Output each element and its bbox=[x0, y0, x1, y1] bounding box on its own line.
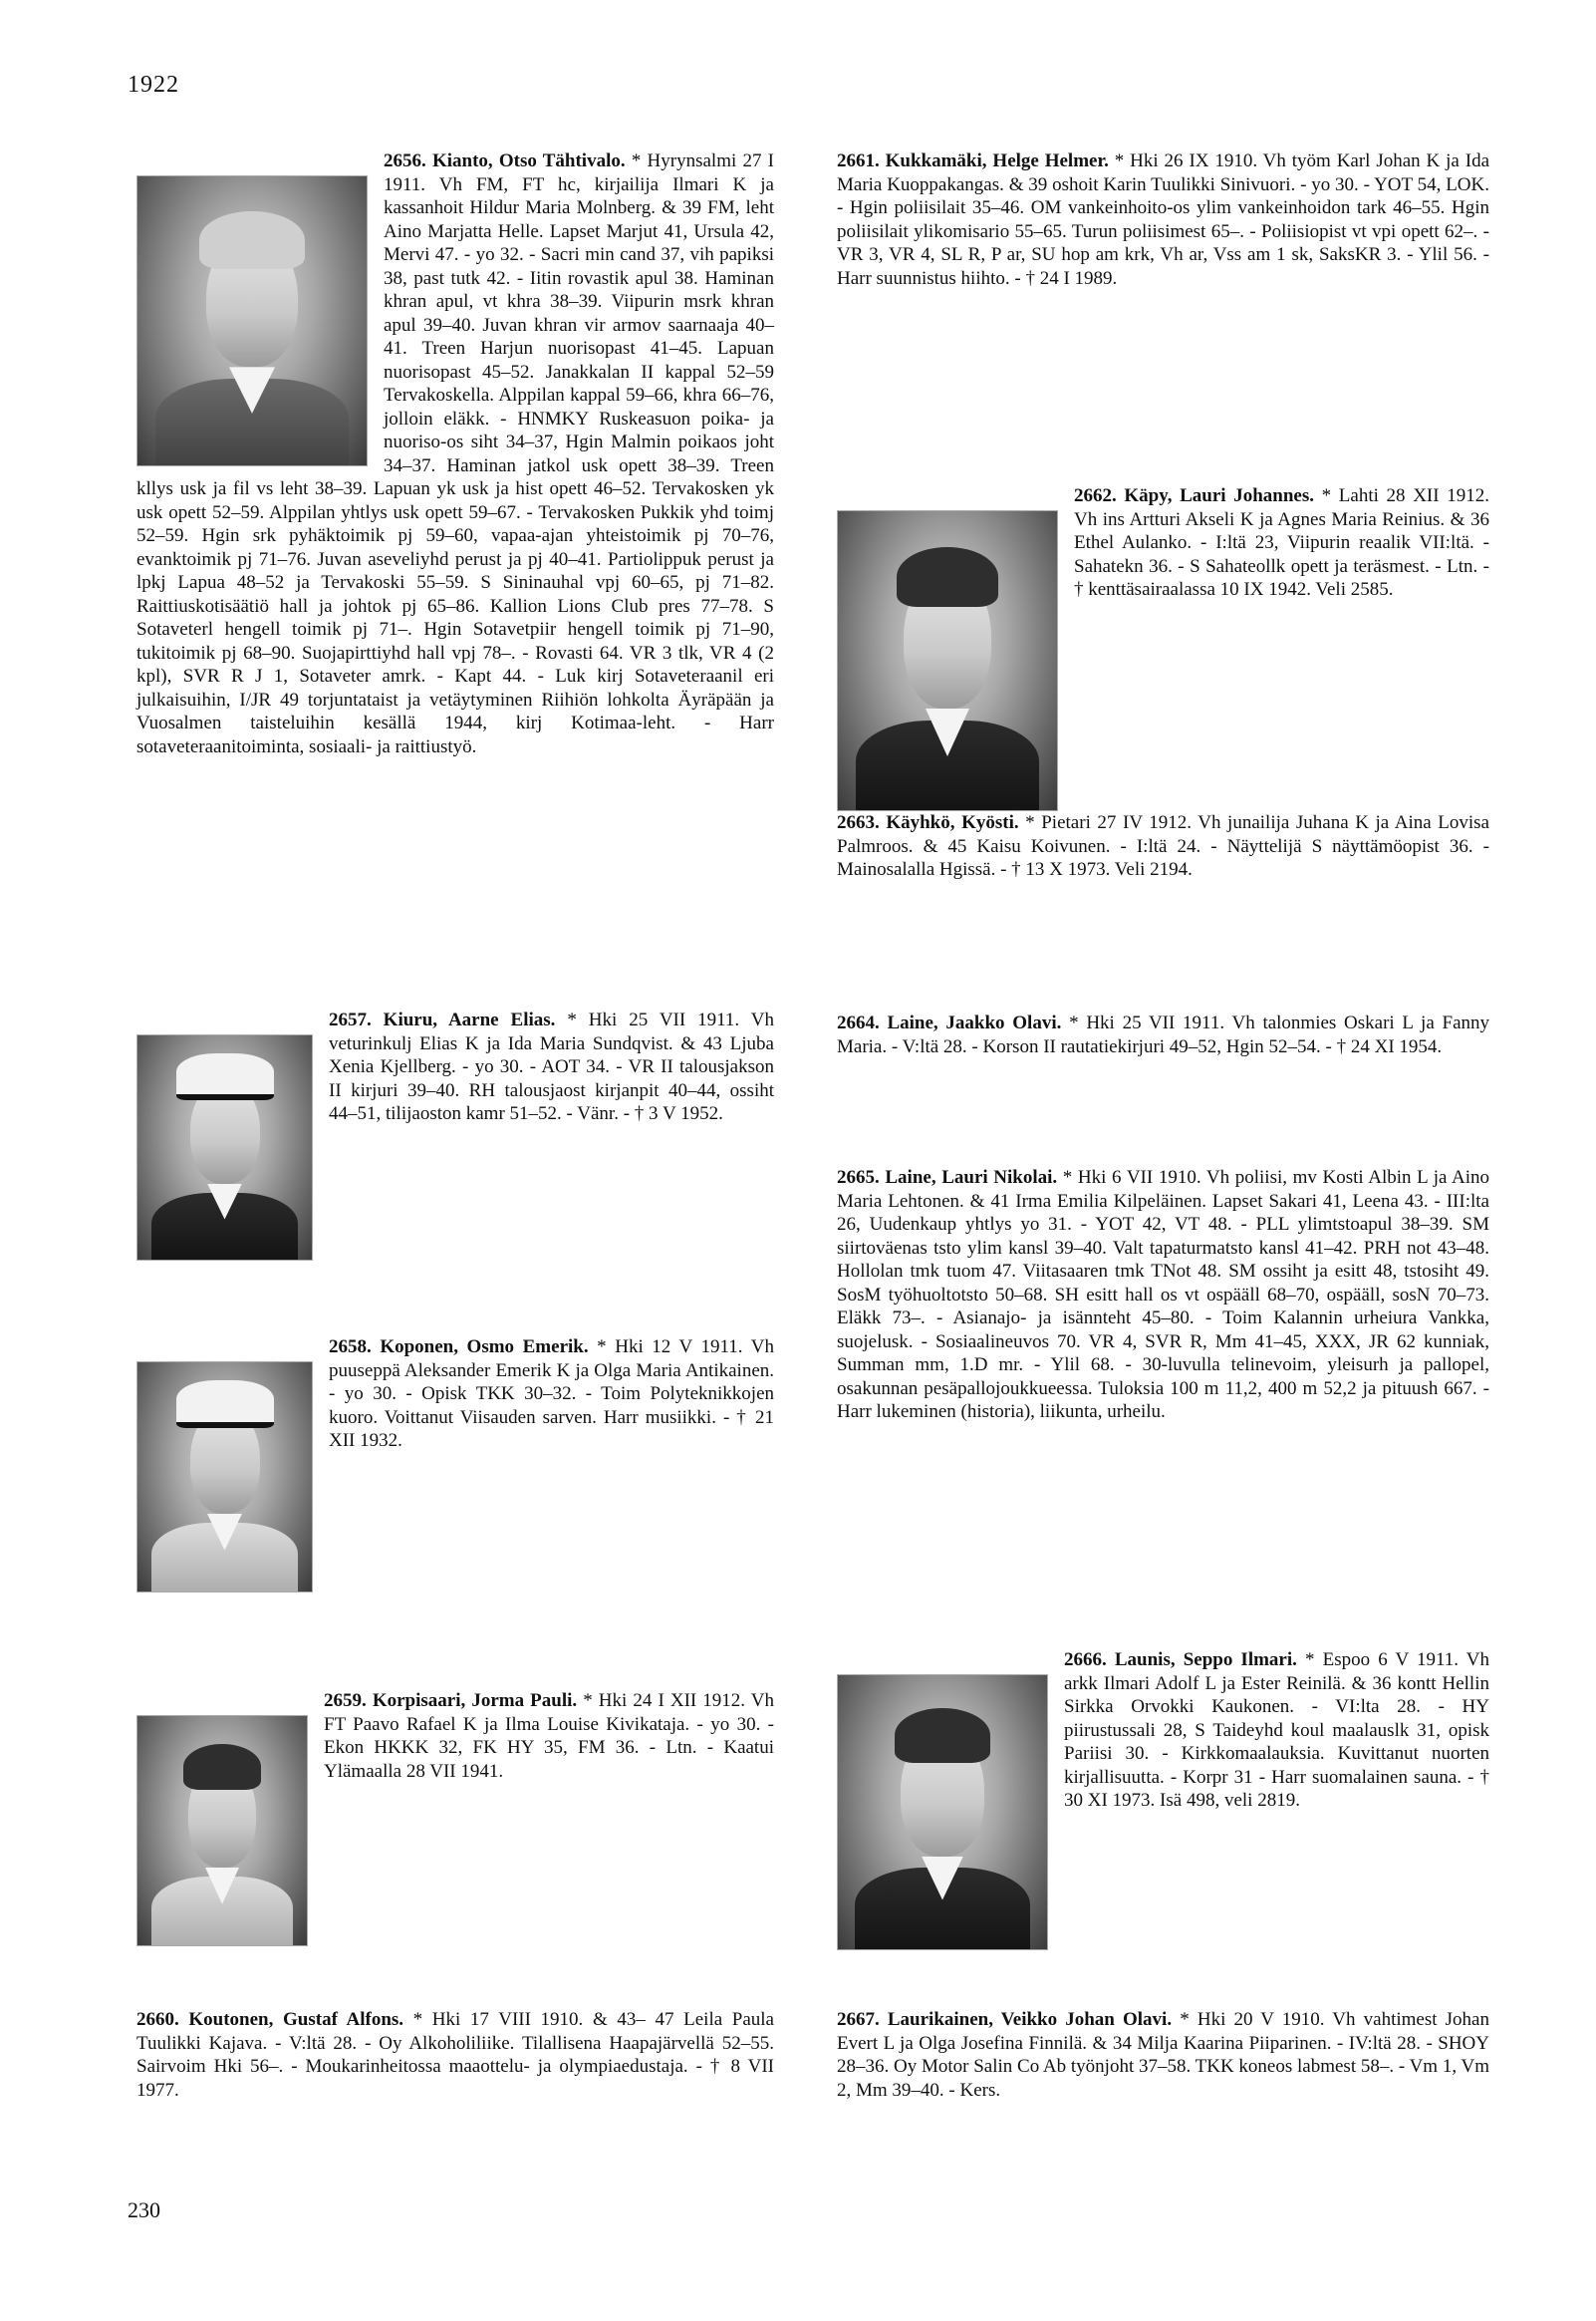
entry-heading: 2664. Laine, Jaakko Olavi. bbox=[837, 1013, 1062, 1033]
entry-heading: 2667. Laurikainen, Veikko Johan Olavi. bbox=[837, 2009, 1173, 2030]
entry-2663 bbox=[837, 811, 1489, 882]
entry-text: * Hyrynsalmi 27 I 1911. Vh FM, FT hc, kirjailija Ilmari K ja kassanhoit Hildur Maria Molnberg. & 39 FM, leht Aino Marjatta Helle. Lapset Marjut 41, Ursula 42, Mervi 47. - yo 32. - Sacri min cand 37, vih papiksi 38, past tutk 42. - Iitin rovastik apul 38. Haminan khran apul, vt khra 38–39. Viipurin msrk khran apul 39–40. Juvan khran vir armov saarnaaja 40–41. Treen Harjun nuorisopast 41–45. Lapuan nuorisopast 45–52. Janakkalan II kappal 52–59 Tervakoskella. Alppilan kappal 59–66, khra 66–76, jolloin eläkk. - HNMKY Ruskeasuon poika- ja nuoriso-os siht 34–37, Hgin Malmin poikaos joht 34–37. Haminan jatkol usk opett 38–39. Treen kllys usk ja fil vs leht 38–39. Lapuan yk usk ja hist opett 46–52. Tervakosken yk usk opett 52–59. Alppilan yhtlys usk opett 59–67. - Tervakosken Pukkik yhd toimj 52–59. Hgin srk pyhäktoimik pj 59–60, vapaa-ajan yhteistoimik pj 70–76, evanktoimik pj 71–76. Juvan aseveliyhd perust ja pj 40–41. Partiolippuk perust ja lpkj Lapua 48–52 ja Tervakoski 55–59. S Sininauhal vpj 60–65, pj 71–82. Raittiuskotisäätiö hall ja johtok pj 65–86. Kallion Lions Club pres 77–78. S Sotaveterl hengell toimik pj 71–. Hgin Sotavetpiir hengell toimik pj 71–90, tukitoimik pj 68–90. Suojapirttiyhd hall vpj 78–. - Rovasti 64. VR 3 tlk, VR 4 (2 kpl), SVR R J 1, Sotaveter amrk. - Kapt 44. - Luk kirj Sotaveteraanil eri julkaisuihin, I/JR 49 torjuntataist ja vetäytyminen Riihiön lohkolta Äyräpään ja Vuosalmen taisteluihin kesällä 1944, kirj Kotimaa-leht. - Harr sotaveteraanitoiminta, sosiaali- ja raittiustyö. bbox=[136, 150, 775, 757]
entry-2661 bbox=[837, 149, 1489, 290]
entry-heading: 2665. Laine, Lauri Nikolai. bbox=[837, 1167, 1058, 1188]
portrait-photo bbox=[136, 1715, 308, 1946]
entry-text: * Hki 25 VII 1911. Vh talonmies Oskari L ja Fanny Maria. - V:ltä 28. - Korson II rautatiekirjuri 49–52, Hgin 52–54. - † 24 XI 1954. bbox=[837, 1013, 1490, 1057]
entry-text: * Hki 17 VIII 1910. & 43– 47 Leila Paula Tuulikki Kajava. - V:ltä 28. - Oy Alkoholiliike. Tilallisena Haapajärvellä 52–55. Sairvoim Hki 56–. - Moukarinheitossa maaottelu- ja olympiaedustaja. - † 8 VII 1977. bbox=[136, 2009, 774, 2101]
entry-text: * Hki 20 V 1910. Vh vahtimest Johan Evert L ja Olga Josefina Finnilä. & 34 Milja Kaarina Piiparinen. - IV:ltä 28. - SHOY 28–36. Oy Motor Salin Co Ab työnjoht 37–58. TKK koneos labmest 58–. - Vm 1, Vm 2, Mm 39–40. - Kers. bbox=[837, 2009, 1489, 2101]
page-year: 1922 bbox=[128, 72, 179, 98]
entry-text: * Espoo 6 V 1911. Vh arkk Ilmari Adolf L ja Ester Reinilä. & 36 kontt Hellin Sirkka Orvokki Kaukonen. - VI:lta 28. - HY piirustussali 28, S Taideyhd koul maalauslk 31, opisk Pariisi 30. - Kirkkomaalauksia. Kuvittanut nuorten kirjallisuutta. - Korpr 31 - Harr suomalainen sauna. - † 30 XI 1973. Isä 498, veli 2819. bbox=[1064, 1649, 1489, 1811]
entry-2665 bbox=[837, 1166, 1489, 1424]
entry-2658 bbox=[136, 1335, 774, 1598]
entry-2656 bbox=[136, 149, 774, 758]
entry-2667 bbox=[837, 2008, 1489, 2102]
page-number: 230 bbox=[128, 2197, 160, 2222]
entry-text: * Hki 25 VII 1911. Vh veturinkulj Elias K ja Ida Maria Sundqvist. & 43 Ljuba Xenia Kjellberg. - yo 30. - AOT 34. - VR II talousjakson II kirjuri 39–40. RH talousjaost kirjanpit 40–44, ossiht 44–51, tilijaoston kamr 51–52. - Vänr. - † 3 V 1952. bbox=[329, 1010, 774, 1124]
entry-heading: 2659. Korpisaari, Jorma Pauli. bbox=[324, 1690, 578, 1711]
entry-2662 bbox=[837, 484, 1489, 817]
entry-2666 bbox=[837, 1648, 1489, 1956]
entry-heading: 2662. Käpy, Lauri Johannes. bbox=[1074, 485, 1314, 506]
entry-heading: 2661. Kukkamäki, Helge Helmer. bbox=[837, 150, 1109, 171]
entry-heading: 2657. Kiuru, Aarne Elias. bbox=[329, 1010, 556, 1030]
entry-2660 bbox=[136, 2008, 774, 2102]
portrait-photo bbox=[837, 510, 1058, 811]
entry-heading: 2660. Koutonen, Gustaf Alfons. bbox=[136, 2009, 404, 2030]
entry-heading: 2666. Launis, Seppo Ilmari. bbox=[1064, 1649, 1297, 1670]
portrait-photo bbox=[136, 1034, 313, 1261]
entry-2659 bbox=[136, 1689, 774, 1952]
entry-text: * Hki 26 IX 1910. Vh työm Karl Johan K ja Ida Maria Kuoppakangas. & 39 oshoit Karin Tuulikki Sinivuori. - yo 30. - YOT 54, LOK. - Hgin poliisilait 35–46. OM vankeinhoito-os ylim vankeinhoidon tark 46–55. Hgin poliisilait ylikomisario 55–65. Turun poliisimest 65–. - Poliisiopist vt vpi opett 62–. - VR 3, VR 4, SL R, P ar, SU hop am krk, Vh ar, Vss am 1 sk, SaksKR 3. - Ylil 56. - Harr suunnistus hiihto. - † 24 I 1989. bbox=[837, 150, 1489, 289]
entry-text: * Hki 24 I XII 1912. Vh FT Paavo Rafael K ja Ilma Louise Kivikataja. - yo 30. - Ekon HKKK 32, FK HY 35, FM 36. - Ltn. - Kaatui Ylämaalla 28 VII 1941. bbox=[324, 1690, 774, 1782]
portrait-photo bbox=[837, 1674, 1048, 1950]
entry-heading: 2658. Koponen, Osmo Emerik. bbox=[329, 1336, 589, 1357]
entry-text: * Pietari 27 IV 1912. Vh junailija Juhana K ja Aina Lovisa Palmroos. & 45 Kaisu Koivunen. - I:ltä 24. - Näyttelijä S näyttämöopist 36. - Mainosalalla Hgissä. - † 13 X 1973. Veli 2194. bbox=[837, 812, 1489, 880]
entry-text: * Hki 6 VII 1910. Vh poliisi, mv Kosti Albin L ja Aino Maria Lehtonen. & 41 Irma Emilia Kilpeläinen. Lapset Sakari 41, Leena 43. - III:lta 26, Uudenkaup yhtlys yo 31. - YOT 42, VT 48. - PLL ylimtstoapul 38–39. SM siirtoväenas tsto ylim kansl 39–40. Valt tapaturmatsto kansl 41–42. PRH not 43–48. Hollolan tmk tuom 47. Viitasaaren tmk TNot 48. SM ossiht ja esitt 48, tstosiht 49. SosM työhuoltotsto 50–68. SH esitt hall os vt ospääll 68–70, ospääll, sosN 70–73. Eläkk 73–. - Asianajo- ja isännteht 45–80. - Toim Kalannin urheiura Vankka, suojelusk. - Sosiaalineuvos 70. VR 4, SVR R, Mm 41–45, XXX, JR 62 kunniak, Summan mm, 1.D mr. - Ylil 68. - 30-luvulla telinevoim, yleisurh ja pallopel, osakunnan pesäpallojoukkueessa. Tuloksia 100 m 11,2, 400 m 52,2 ja pituush 667. - Harr lukeminen (historia), liikunta, urheilu. bbox=[837, 1167, 1490, 1422]
entry-text: * Hki 12 V 1911. Vh puuseppä Aleksander Emerik K ja Olga Maria Antikainen. - yo 30. - Opisk TKK 30–32. - Toim Polyteknikkojen kuoro. Voittanut Viisauden sarven. Harr musiikki. - † 21 XII 1932. bbox=[329, 1336, 774, 1451]
portrait-photo bbox=[136, 175, 368, 466]
entry-heading: 2663. Käyhkö, Kyösti. bbox=[837, 812, 1019, 833]
entry-text: * Lahti 28 XII 1912. Vh ins Artturi Akseli K ja Agnes Maria Reinius. & 36 Ethel Aulanko. - I:ltä 23, Viipurin reaalik VII:ltä. - Sahatekn 36. - S Sahateollk opett ja teräsmest. - Ltn. - † kenttäsairaalassa 10 IX 1942. Veli 2585. bbox=[1074, 485, 1489, 600]
entry-heading: 2656. Kianto, Otso Tähtivalo. bbox=[384, 150, 626, 171]
portrait-photo bbox=[136, 1361, 313, 1593]
entry-2657 bbox=[136, 1009, 774, 1267]
entry-2664 bbox=[837, 1012, 1489, 1058]
